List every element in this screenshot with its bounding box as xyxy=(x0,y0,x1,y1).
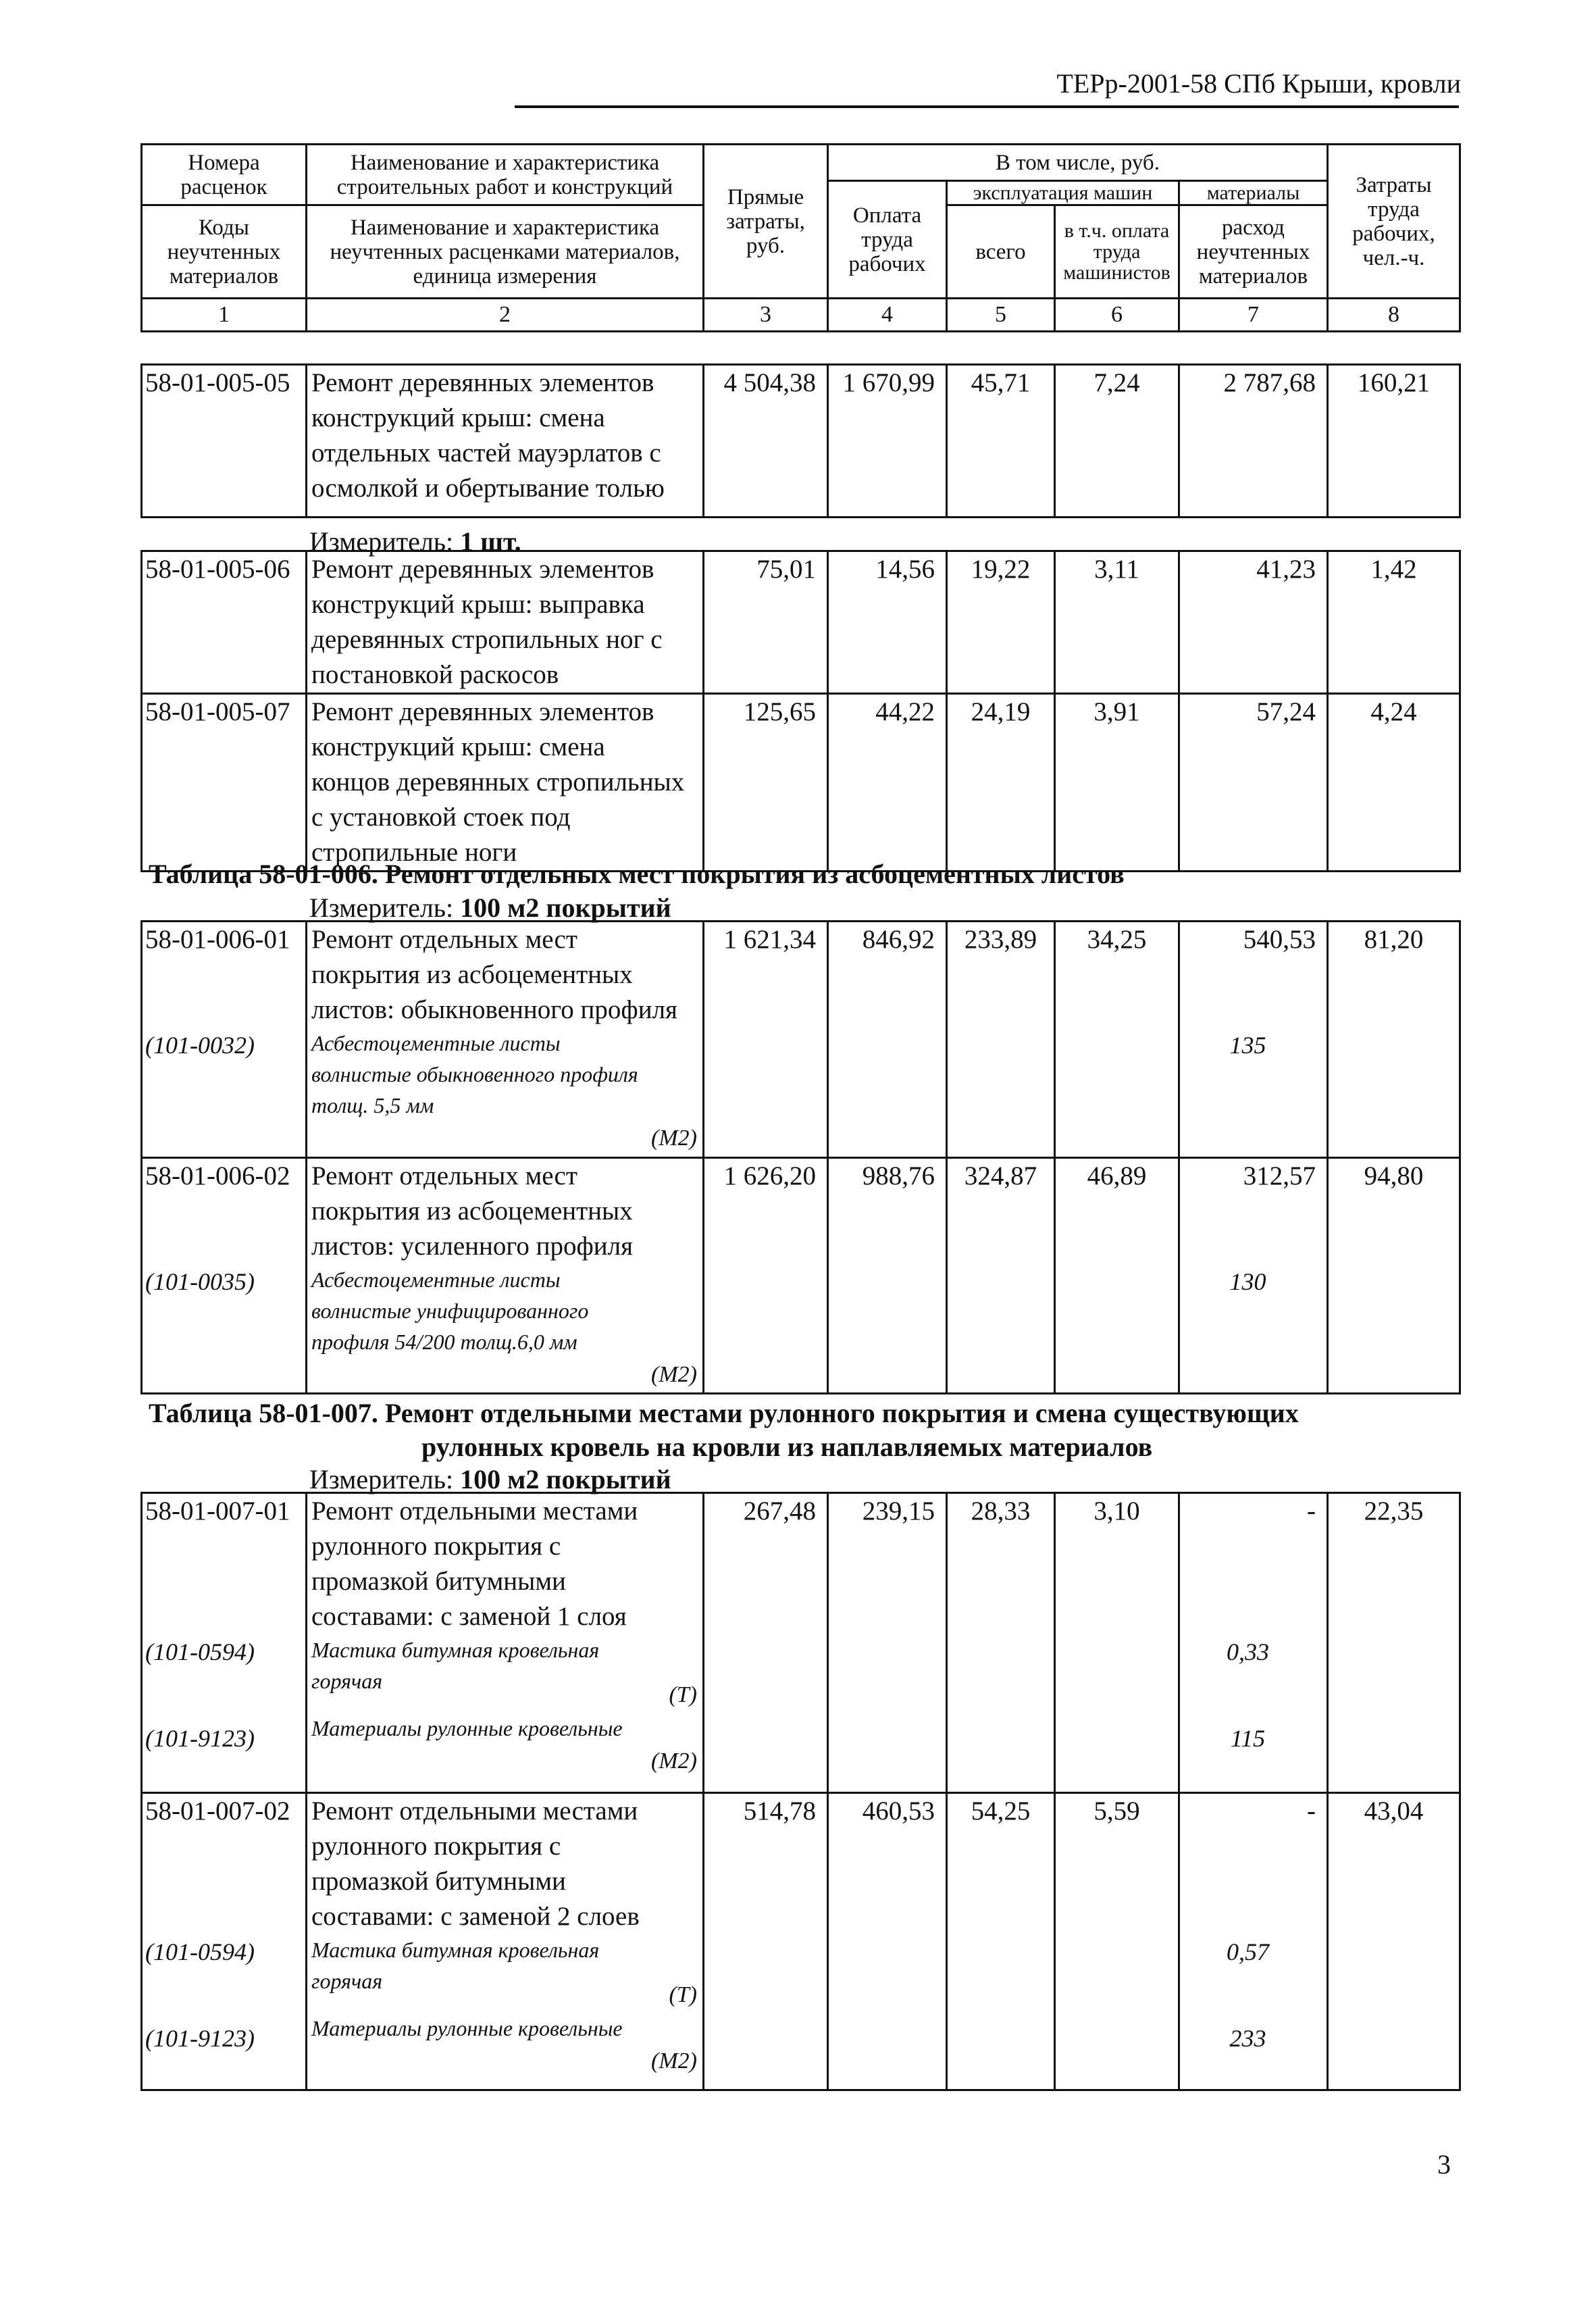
desc-line: покрытия из асбоцементных xyxy=(311,960,633,989)
table-row xyxy=(142,365,1460,518)
material-unit: (Т) xyxy=(669,1982,697,2007)
labor-hours: 94,80 xyxy=(1328,1158,1460,1394)
material-unit: (М2) xyxy=(651,1749,697,1774)
direct-costs: 514,78 xyxy=(704,1793,828,2090)
head-col6: в т.ч. оплата труда машинистов xyxy=(1055,205,1179,299)
rates-table-007 xyxy=(140,1492,1461,2091)
running-header-title: ТЕРр-2001-58 СПб Крыши, кровли xyxy=(1056,68,1461,99)
machines-total: 24,19 xyxy=(947,694,1055,872)
desc-line: листов: обыкновенного профиля xyxy=(311,995,677,1024)
desc-line: Ремонт отдельных мест xyxy=(311,925,577,954)
index-cell: 8 xyxy=(1328,299,1460,332)
materials-cell xyxy=(1179,1493,1328,1793)
head-group: В том числе, руб. xyxy=(828,145,1328,181)
machinists-pay: 3,10 xyxy=(1055,1493,1179,1793)
material-desc-line: Мастика битумная кровельная xyxy=(311,1938,600,1962)
desc-line: Ремонт деревянных элементов xyxy=(311,555,654,584)
labor-hours: 43,04 xyxy=(1328,1793,1460,2090)
desc-line: отдельных частей мауэрлатов с xyxy=(311,438,661,468)
rate-code: 58-01-006-02 xyxy=(145,1161,290,1190)
rate-code: 58-01-007-01 xyxy=(145,1496,290,1526)
desc-line: конструкций крыш: смена xyxy=(311,403,605,432)
machinists-pay: 3,11 xyxy=(1055,551,1179,694)
labor-pay: 239,15 xyxy=(828,1493,947,1793)
material-desc-line: горячая xyxy=(311,1969,383,1993)
machines-total: 28,33 xyxy=(947,1493,1055,1793)
rate-description xyxy=(307,1493,704,1793)
head-col1-bottom: Коды неучтенных материалов xyxy=(142,205,307,299)
desc-line: Ремонт деревянных элементов xyxy=(311,697,654,726)
desc-line: промазкой битумными xyxy=(311,1867,566,1896)
measure-unit-006 xyxy=(309,892,671,924)
machinists-pay: 46,89 xyxy=(1055,1158,1179,1394)
materials-cost: 312,57 xyxy=(1243,1161,1316,1190)
materials-cost: 41,23 xyxy=(1179,551,1328,694)
rate-description xyxy=(307,922,704,1158)
page-number: 3 xyxy=(1437,2149,1451,2180)
labor-pay: 1 670,99 xyxy=(828,365,947,518)
machinists-pay: 7,24 xyxy=(1055,365,1179,518)
head-col2-top: Наименование и характеристика строительных работ и конструкций xyxy=(307,145,704,205)
desc-line: стропильные ноги xyxy=(311,838,517,867)
material-code: (101-0035) xyxy=(145,1268,255,1295)
material-desc-line: Материалы рулонные кровельные xyxy=(311,2016,623,2040)
material-unit: (М2) xyxy=(651,1362,697,1387)
desc-line: рулонного покрытия с xyxy=(311,1532,561,1561)
head-col7: расход неучтенных материалов xyxy=(1179,205,1328,299)
direct-costs: 4 504,38 xyxy=(704,365,828,518)
material-desc-line: горячая xyxy=(311,1669,383,1693)
table-007-caption-line2: рулонных кровель на кровли из наплавляемых материалов xyxy=(421,1432,1153,1462)
rate-code-cell xyxy=(142,1158,307,1394)
rate-code: 58-01-005-07 xyxy=(142,694,307,872)
header-rule xyxy=(515,105,1459,108)
index-cell: 6 xyxy=(1055,299,1179,332)
materials-cost: - xyxy=(1307,1496,1316,1526)
material-qty: 0,33 xyxy=(1227,1638,1269,1665)
head-col2-bottom: Наименование и характеристика неучтенных расценками материалов, единица измерения xyxy=(307,205,704,299)
index-cell: 4 xyxy=(828,299,947,332)
rate-code-cell xyxy=(142,922,307,1158)
rate-code-cell xyxy=(142,1493,307,1793)
direct-costs: 267,48 xyxy=(704,1493,828,1793)
material-qty: 135 xyxy=(1229,1032,1266,1059)
measure-value: 100 м2 покрытий xyxy=(460,892,671,923)
material-code: (101-9123) xyxy=(145,1725,255,1752)
rate-code: 58-01-005-06 xyxy=(142,551,307,694)
labor-pay: 846,92 xyxy=(828,922,947,1158)
table-007-caption-line1: Таблица 58-01-007. Ремонт отдельными местами рулонного покрытия и смена существующих xyxy=(149,1398,1299,1428)
labor-hours: 81,20 xyxy=(1328,922,1460,1158)
rate-description xyxy=(307,694,704,872)
labor-pay: 460,53 xyxy=(828,1793,947,2090)
rate-code: 58-01-006-01 xyxy=(145,925,290,954)
material-qty: 130 xyxy=(1229,1268,1266,1295)
desc-line: Ремонт отдельных мест xyxy=(311,1161,577,1190)
head-col3: Прямые затраты, руб. xyxy=(704,145,828,299)
machines-total: 45,71 xyxy=(947,365,1055,518)
desc-line: конструкций крыш: выправка xyxy=(311,590,645,619)
material-desc-line: толщ. 5,5 мм xyxy=(311,1093,434,1117)
rate-code: 58-01-007-02 xyxy=(145,1796,290,1826)
rate-code: 58-01-005-05 xyxy=(142,365,307,518)
table-row xyxy=(142,922,1460,1158)
measure-value: 100 м2 покрытий xyxy=(460,1464,671,1494)
material-unit: (М2) xyxy=(651,2048,697,2073)
material-code: (101-0594) xyxy=(145,1938,255,1965)
desc-line: Ремонт отдельными местами xyxy=(311,1796,638,1826)
rate-description xyxy=(307,551,704,694)
rate-description xyxy=(307,1793,704,2090)
machines-total: 19,22 xyxy=(947,551,1055,694)
material-unit: (М2) xyxy=(651,1126,697,1151)
desc-line: рулонного покрытия с xyxy=(311,1832,561,1861)
measure-label: Измеритель: xyxy=(309,526,454,557)
desc-line: промазкой битумными xyxy=(311,1567,566,1596)
labor-hours: 4,24 xyxy=(1328,694,1460,872)
measure-label: Измеритель: xyxy=(309,1464,454,1494)
material-desc-line: волнистые унифицированного xyxy=(311,1299,589,1323)
machines-total: 54,25 xyxy=(947,1793,1055,2090)
rates-table-block2 xyxy=(140,550,1461,872)
desc-line: покрытия из асбоцементных xyxy=(311,1197,633,1226)
materials-cost: 57,24 xyxy=(1179,694,1328,872)
machines-total: 324,87 xyxy=(947,1158,1055,1394)
desc-line: постановкой раскосов xyxy=(311,660,559,689)
materials-cost: - xyxy=(1307,1796,1316,1826)
head-col1-top: Номера расценок xyxy=(142,145,307,205)
desc-line: осмолкой и обертывание толью xyxy=(311,474,665,503)
index-cell: 1 xyxy=(142,299,307,332)
material-desc-line: Асбестоцементные листы xyxy=(311,1031,561,1055)
machinists-pay: 5,59 xyxy=(1055,1793,1179,2090)
machines-total: 233,89 xyxy=(947,922,1055,1158)
rate-description xyxy=(307,1158,704,1394)
rate-code-cell xyxy=(142,1793,307,2090)
direct-costs: 1 626,20 xyxy=(704,1158,828,1394)
materials-cell xyxy=(1179,922,1328,1158)
rate-description xyxy=(307,365,704,518)
machinists-pay: 3,91 xyxy=(1055,694,1179,872)
material-unit: (Т) xyxy=(669,1682,697,1707)
index-cell: 7 xyxy=(1179,299,1328,332)
direct-costs: 75,01 xyxy=(704,551,828,694)
head-col8: Затраты труда рабочих, чел.-ч. xyxy=(1328,145,1460,299)
desc-line: с установкой стоек под xyxy=(311,803,571,832)
measure-label: Измеритель: xyxy=(309,892,454,923)
index-cell: 2 xyxy=(307,299,704,332)
labor-hours: 160,21 xyxy=(1328,365,1460,518)
machinists-pay: 34,25 xyxy=(1055,922,1179,1158)
material-code: (101-0032) xyxy=(145,1032,255,1059)
materials-cost: 2 787,68 xyxy=(1179,365,1328,518)
material-qty: 0,57 xyxy=(1227,1938,1269,1965)
labor-hours: 22,35 xyxy=(1328,1493,1460,1793)
measure-unit-007 xyxy=(309,1463,671,1495)
labor-pay: 14,56 xyxy=(828,551,947,694)
labor-pay: 988,76 xyxy=(828,1158,947,1394)
desc-line: Ремонт отдельными местами xyxy=(311,1496,638,1526)
desc-line: Ремонт деревянных элементов xyxy=(311,368,654,397)
head-materials: материалы xyxy=(1179,181,1328,205)
material-desc-line: Мастика битумная кровельная xyxy=(311,1638,600,1662)
material-desc-line: Асбестоцементные листы xyxy=(311,1267,561,1292)
desc-line: деревянных стропильных ног с xyxy=(311,625,663,654)
material-code: (101-0594) xyxy=(145,1638,255,1665)
rates-table-006 xyxy=(140,920,1461,1394)
desc-line: составами: с заменой 1 слоя xyxy=(311,1602,627,1631)
table-row xyxy=(142,1158,1460,1394)
desc-line: конструкций крыш: смена xyxy=(311,732,605,761)
table-row xyxy=(142,551,1460,694)
materials-cell xyxy=(1179,1158,1328,1394)
material-desc-line: волнистые обыкновенного профиля xyxy=(311,1062,638,1086)
desc-line: листов: усиленного профиля xyxy=(311,1232,634,1261)
material-desc-line: Материалы рулонные кровельные xyxy=(311,1716,623,1740)
material-desc-line: профиля 54/200 толщ.6,0 мм xyxy=(311,1330,577,1354)
head-col5: всего xyxy=(947,205,1055,299)
index-cell: 5 xyxy=(947,299,1055,332)
table-row xyxy=(142,694,1460,872)
rates-table-block1 xyxy=(140,363,1461,518)
head-col4: Оплата труда рабочих xyxy=(828,181,947,299)
labor-hours: 1,42 xyxy=(1328,551,1460,694)
head-machines: эксплуатация машин xyxy=(947,181,1179,205)
material-code: (101-9123) xyxy=(145,2025,255,2052)
desc-line: составами: с заменой 2 слоев xyxy=(311,1902,640,1931)
labor-pay: 44,22 xyxy=(828,694,947,872)
measure-value: 1 шт. xyxy=(460,526,521,557)
direct-costs: 125,65 xyxy=(704,694,828,872)
direct-costs: 1 621,34 xyxy=(704,922,828,1158)
desc-line: концов деревянных стропильных xyxy=(311,768,685,797)
materials-cost: 540,53 xyxy=(1243,925,1316,954)
material-qty: 233 xyxy=(1229,2025,1266,2052)
table-006-caption: Таблица 58-01-006. Ремонт отдельных мест покрытия из асбоцементных листов xyxy=(149,859,1125,889)
material-qty: 115 xyxy=(1230,1725,1266,1752)
column-header-table xyxy=(140,143,1461,332)
table-row xyxy=(142,1793,1460,2090)
index-cell: 3 xyxy=(704,299,828,332)
table-row xyxy=(142,1493,1460,1793)
materials-cell xyxy=(1179,1793,1328,2090)
